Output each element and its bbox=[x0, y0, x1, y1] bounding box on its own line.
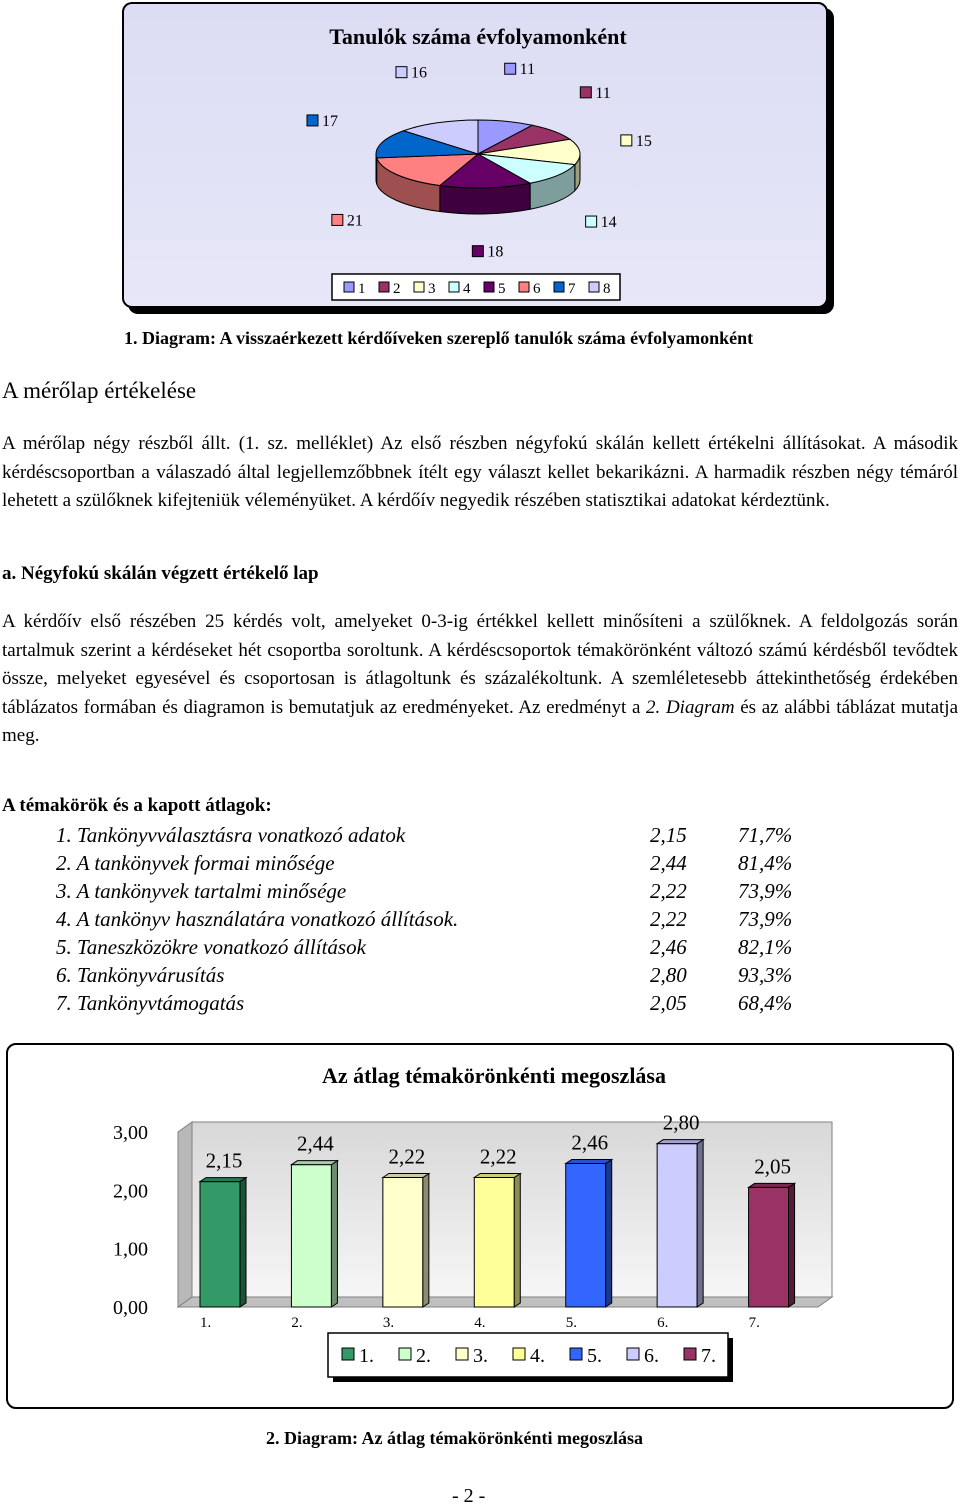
topic-average: 2,44 bbox=[650, 851, 687, 875]
pie-value-label: 15 bbox=[635, 132, 652, 150]
pie-legend-label: 1 bbox=[358, 281, 366, 297]
bar-legend-key bbox=[342, 1348, 354, 1360]
pie-chart bbox=[124, 4, 826, 306]
y-tick-label: 3,00 bbox=[113, 1122, 148, 1144]
topic-average: 2,15 bbox=[650, 823, 687, 847]
pie-legend-key bbox=[554, 282, 564, 292]
topic-average: 2,22 bbox=[650, 879, 687, 903]
pie-label-key bbox=[505, 63, 516, 74]
bar-top bbox=[749, 1183, 795, 1187]
bar-legend-key bbox=[456, 1348, 468, 1360]
bar-legend-box bbox=[328, 1333, 728, 1377]
pie-label-key bbox=[472, 246, 483, 257]
pie-label-key bbox=[307, 115, 318, 126]
pie-legend-key bbox=[449, 282, 459, 292]
pie-legend-key bbox=[519, 282, 529, 292]
bar-side bbox=[514, 1174, 520, 1308]
bar-legend-label: 2. bbox=[416, 1345, 431, 1367]
bar-side bbox=[240, 1178, 246, 1307]
bar-value-label: 2,22 bbox=[388, 1144, 426, 1169]
pie-legend-label: 5 bbox=[498, 281, 506, 297]
pie-label-key bbox=[580, 87, 591, 98]
pie-value-label: 21 bbox=[346, 212, 363, 230]
pie-legend-key bbox=[379, 282, 389, 292]
bar-legend-label: 1. bbox=[359, 1345, 374, 1367]
bar-legend-label: 4. bbox=[530, 1345, 545, 1367]
pie-value-label: 11 bbox=[519, 61, 536, 79]
bar-top bbox=[657, 1140, 703, 1144]
pie-legend-key bbox=[484, 282, 494, 292]
pie-legend-key bbox=[344, 282, 354, 292]
topics-title: A témakörök és a kapott átlagok: bbox=[2, 795, 272, 816]
bar-side bbox=[789, 1183, 795, 1307]
pie-label-key bbox=[396, 67, 407, 78]
pie-value-label: 11 bbox=[595, 84, 611, 102]
topic-name: 2. A tankönyvek formai minősége bbox=[56, 851, 335, 875]
bar-legend-label: 7. bbox=[701, 1345, 716, 1367]
bar-side bbox=[697, 1140, 703, 1307]
bar-value-label: 2,80 bbox=[662, 1110, 700, 1135]
pie-legend-box bbox=[332, 274, 620, 300]
topic-row bbox=[56, 851, 816, 879]
section-heading: A mérőlap értékelése bbox=[2, 378, 197, 403]
bar-top bbox=[200, 1178, 246, 1182]
topic-name: 4. A tankönyv használatára vonatkozó állítások. bbox=[56, 907, 459, 931]
bar bbox=[657, 1144, 697, 1307]
topic-name: 3. A tankönyvek tartalmi minősége bbox=[56, 879, 347, 903]
x-tick-label: 2. bbox=[291, 1315, 303, 1331]
pie-value-label: 16 bbox=[410, 64, 427, 82]
topic-row bbox=[56, 963, 816, 991]
paragraph-rating-end: és az alábbi táblázat mutatja meg. bbox=[2, 696, 958, 746]
x-tick-label: 3. bbox=[382, 1315, 395, 1331]
bar-legend-key bbox=[399, 1348, 411, 1360]
topic-percent: 81,4% bbox=[738, 851, 793, 875]
topic-average: 2,80 bbox=[650, 963, 687, 987]
pie-value-label: 17 bbox=[321, 112, 338, 130]
topic-percent: 93,3% bbox=[738, 963, 793, 987]
paragraph-intro bbox=[2, 430, 958, 516]
topic-row bbox=[56, 991, 816, 1019]
bar-legend-key bbox=[684, 1348, 696, 1360]
pie-label-key bbox=[621, 135, 632, 146]
topic-percent: 73,9% bbox=[738, 879, 793, 903]
bar bbox=[383, 1178, 423, 1308]
bar-value-label: 2,15 bbox=[205, 1148, 243, 1173]
bar bbox=[291, 1165, 331, 1307]
pie-value-label: 14 bbox=[600, 214, 617, 232]
topic-average: 2,22 bbox=[650, 907, 687, 931]
pie-chart-title: Tanulók száma évfolyamonként bbox=[329, 24, 627, 49]
paragraph-rating-text: A kérdőív első részében 25 kérdés volt, amelyeket 0-3-ig értékkel kellett minősíteni a szülőknek. A feldolgozás során tartalmuk szerint a kérdéseket hét csoportba soroltunk. A kérdéscsoportok témakörönként változó számú kérdésből tevődtek össze, melyeket egyesével és csoportosan is átlagoltunk és százalékoltunk. A szemléletesebb áttekinthetőség érdekében táblázatos formában és diagramon is bemutatjuk az eredményeket. Az eredményt a bbox=[2, 611, 958, 718]
topic-row bbox=[56, 823, 816, 851]
bar-top bbox=[291, 1161, 337, 1165]
topic-average: 2,05 bbox=[650, 991, 687, 1015]
bar-side bbox=[606, 1160, 612, 1308]
x-tick-label: 7. bbox=[748, 1315, 760, 1331]
topic-percent: 82,1% bbox=[738, 935, 793, 959]
topic-name: 6. Tankönyvárusítás bbox=[56, 963, 225, 987]
caption-diagram-2: 2. Diagram: Az átlag témakörönkénti megoszlása bbox=[266, 1428, 643, 1448]
pie-label-key bbox=[586, 216, 597, 227]
paragraph-intro-text: A mérőlap négy részből állt. (1. sz. melléklet) Az első részben négyfokú skálán kellett értékelni állításokat. A második kérdéscsoportban a válaszadó által legjellemzőbbnek ítélt egy választ kellet bekarikázni. A harmadik részben négy témáról lehetett a szülőknek kifejteniük véleményüket. A kérdőív negyedik részében statisztikai adatokat kérdeztünk. bbox=[2, 433, 958, 511]
pie-value-label: 18 bbox=[487, 243, 504, 261]
bar-side bbox=[423, 1174, 429, 1308]
bar-legend-key bbox=[570, 1348, 582, 1360]
bar-value-label: 2,44 bbox=[297, 1131, 334, 1156]
topic-percent: 71,7% bbox=[738, 823, 793, 847]
topic-row bbox=[56, 907, 816, 935]
bar-legend-key bbox=[627, 1348, 639, 1360]
y-tick-label: 0,00 bbox=[113, 1297, 148, 1319]
pie-legend-key bbox=[589, 282, 599, 292]
pie-legend-key bbox=[414, 282, 424, 292]
topic-average: 2,46 bbox=[650, 935, 687, 959]
bar-value-label: 2,46 bbox=[571, 1130, 609, 1155]
bar-legend-key bbox=[513, 1348, 525, 1360]
topic-percent: 68,4% bbox=[738, 991, 793, 1015]
pie-label-key bbox=[332, 214, 343, 225]
x-tick-label: 1. bbox=[200, 1315, 212, 1331]
bar bbox=[200, 1182, 240, 1307]
y-tick-label: 2,00 bbox=[113, 1180, 148, 1203]
pie-chart-frame bbox=[122, 2, 828, 308]
pie-legend-label: 8 bbox=[603, 281, 611, 297]
bar bbox=[474, 1178, 514, 1308]
diagram-reference: 2. Diagram bbox=[646, 696, 735, 718]
bar-value-label: 2,22 bbox=[479, 1144, 517, 1169]
bar-side bbox=[331, 1161, 337, 1307]
topic-row bbox=[56, 935, 816, 963]
pie-legend-label: 7 bbox=[568, 281, 576, 297]
x-tick-label: 5. bbox=[565, 1315, 577, 1331]
bar-legend-label: 5. bbox=[587, 1345, 602, 1367]
bar-top bbox=[474, 1174, 520, 1178]
bar-chart-frame bbox=[6, 1043, 954, 1409]
bar bbox=[566, 1164, 606, 1308]
subsection-title: a. Négyfokú skálán végzett értékelő lap bbox=[2, 563, 319, 584]
topic-percent: 73,9% bbox=[738, 907, 793, 931]
pie-legend-label: 4 bbox=[463, 281, 471, 297]
bar-top bbox=[566, 1160, 612, 1164]
topic-row bbox=[56, 879, 816, 907]
topic-name: 5. Taneszközökre vonatkozó állítások bbox=[56, 935, 366, 959]
bar-chart-title: Az átlag témakörönkénti megoszlása bbox=[321, 1063, 667, 1088]
x-tick-label: 6. bbox=[657, 1315, 669, 1331]
pie-legend-label: 3 bbox=[428, 281, 436, 297]
x-tick-label: 4. bbox=[474, 1315, 486, 1331]
topic-name: 1. Tankönyvválasztásra vonatkozó adatok bbox=[56, 823, 406, 847]
pie-legend-label: 2 bbox=[393, 281, 401, 297]
topic-name: 7. Tankönyvtámogatás bbox=[56, 991, 245, 1015]
page-number: - 2 - bbox=[452, 1485, 486, 1507]
bar-value-label: 2,05 bbox=[754, 1154, 791, 1179]
bar-top bbox=[383, 1174, 429, 1178]
caption-diagram-1: 1. Diagram: A visszaérkezett kérdőíveken szereplő tanulók száma évfolyamonként bbox=[124, 328, 754, 348]
bar-legend-label: 3. bbox=[473, 1345, 488, 1367]
y-tick-label: 1,00 bbox=[113, 1238, 148, 1261]
bar-legend-label: 6. bbox=[644, 1345, 659, 1367]
paragraph-rating bbox=[2, 608, 958, 751]
bar-chart bbox=[8, 1045, 952, 1407]
bar-chart-side-wall bbox=[178, 1122, 192, 1307]
bar bbox=[749, 1187, 789, 1307]
pie-legend-label: 6 bbox=[533, 281, 541, 297]
